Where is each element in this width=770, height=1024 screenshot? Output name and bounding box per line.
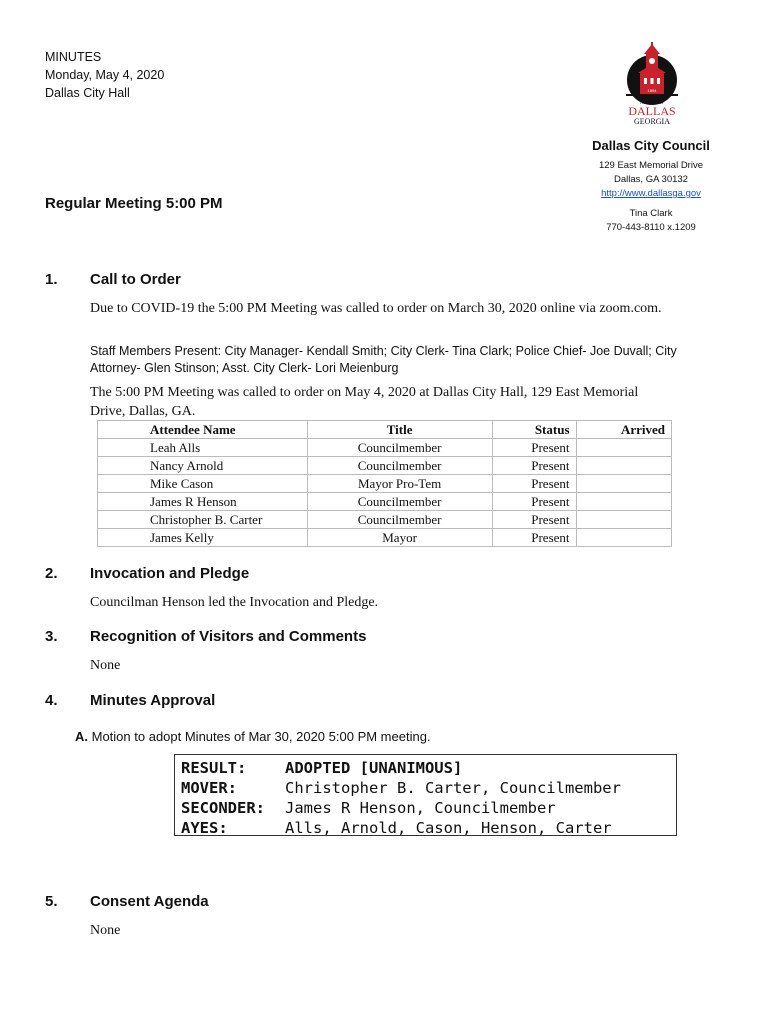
attendee-title: Councilmember xyxy=(307,439,492,457)
section-1-title: Call to Order xyxy=(90,271,181,288)
meeting-location: Dallas City Hall xyxy=(45,86,130,100)
table-row xyxy=(98,439,672,457)
ayes-value: Alls, Arnold, Cason, Henson, Carter xyxy=(285,819,612,837)
seconder-label: SECONDER: xyxy=(181,799,265,817)
attendee-status: Present xyxy=(492,511,576,529)
ayes-label: AYES: xyxy=(181,819,228,837)
result-row xyxy=(181,758,670,778)
attendee-title: Councilmember xyxy=(307,493,492,511)
seconder-row xyxy=(181,798,670,818)
city-logo xyxy=(613,42,691,126)
section-2-text: Councilman Henson led the Invocation and Pledge. xyxy=(90,595,379,610)
motion-text: Motion to adopt Minutes of Mar 30, 2020 5:00 PM meeting. xyxy=(91,729,431,744)
attendance-header-row xyxy=(98,421,672,439)
attendee-status: Present xyxy=(492,475,576,493)
attendee-name: Leah Alls xyxy=(98,439,308,457)
attendee-title: Councilmember xyxy=(307,511,492,529)
svg-text:DALLAS: DALLAS xyxy=(628,104,676,118)
council-info xyxy=(585,138,717,235)
attendee-status: Present xyxy=(492,439,576,457)
attendee-title: Councilmember xyxy=(307,457,492,475)
document-header xyxy=(45,48,164,102)
attendee-status: Present xyxy=(492,457,576,475)
section-4-number: 4. xyxy=(45,692,58,709)
table-row xyxy=(98,457,672,475)
section-4-title: Minutes Approval xyxy=(90,692,216,709)
attendee-arrived xyxy=(576,457,671,475)
motion-result-box xyxy=(174,754,677,836)
col-attendee-name: Attendee Name xyxy=(98,421,308,439)
col-title: Title xyxy=(307,421,492,439)
section-5-text: None xyxy=(90,923,121,938)
attendee-status: Present xyxy=(492,529,576,547)
section-1-number: 1. xyxy=(45,271,58,288)
table-row xyxy=(98,511,672,529)
contact-name: Tina Clark xyxy=(629,208,673,219)
attendee-name: Mike Cason xyxy=(98,475,308,493)
result-label: RESULT: xyxy=(181,759,247,777)
section-3-title: Recognition of Visitors and Comments xyxy=(90,628,367,645)
attendee-arrived xyxy=(576,493,671,511)
section-5-title: Consent Agenda xyxy=(90,893,209,910)
table-row xyxy=(98,475,672,493)
attendee-arrived xyxy=(576,475,671,493)
section-2-title: Invocation and Pledge xyxy=(90,565,250,582)
col-arrived: Arrived xyxy=(576,421,671,439)
mover-row xyxy=(181,778,670,798)
section-5-number: 5. xyxy=(45,893,58,910)
section-2-number: 2. xyxy=(45,565,58,582)
section-3-text: None xyxy=(90,658,121,673)
attendee-status: Present xyxy=(492,493,576,511)
mover-value: Christopher B. Carter, Councilmember xyxy=(285,779,621,797)
council-website-link[interactable]: http://www.dallasga.gov xyxy=(601,188,701,199)
attendee-name: Christopher B. Carter xyxy=(98,511,308,529)
council-name: Dallas City Council xyxy=(592,138,710,153)
mover-label: MOVER: xyxy=(181,779,237,797)
ayes-row xyxy=(181,818,670,838)
attendee-title: Mayor xyxy=(307,529,492,547)
attendee-arrived xyxy=(576,511,671,529)
council-address-1: 129 East Memorial Drive xyxy=(598,160,703,171)
contact-phone: 770-443-8110 x.1209 xyxy=(606,222,696,233)
seconder-value: James R Henson, Councilmember xyxy=(285,799,556,817)
section-3-number: 3. xyxy=(45,628,58,645)
staff-present: Staff Members Present: City Manager- Kendall Smith; City Clerk- Tina Clark; Police Chief- Joe Duvall; City Attorney- Glen Stinson; Asst. City Clerk- Lori Meienburg xyxy=(90,344,677,375)
attendee-arrived xyxy=(576,529,671,547)
result-value: ADOPTED [UNANIMOUS] xyxy=(285,759,463,777)
council-address-2: Dallas, GA 30132 xyxy=(614,174,688,185)
motion-letter: A. xyxy=(75,729,88,744)
attendance-table xyxy=(97,420,672,547)
attendee-arrived xyxy=(576,439,671,457)
svg-text:1854: 1854 xyxy=(647,88,657,93)
city-hall-logo-icon xyxy=(613,42,691,126)
meeting-date: Monday, May 4, 2020 xyxy=(45,68,165,82)
table-row xyxy=(98,529,672,547)
col-status: Status xyxy=(492,421,576,439)
attendee-name: Nancy Arnold xyxy=(98,457,308,475)
section-1-paragraph-1: Due to COVID-19 the 5:00 PM Meeting was called to order on March 30, 2020 online via zoom.com. xyxy=(90,301,662,316)
svg-text:GEORGIA: GEORGIA xyxy=(634,117,670,126)
attendee-title: Mayor Pro-Tem xyxy=(307,475,492,493)
table-row xyxy=(98,493,672,511)
attendee-name: James Kelly xyxy=(98,529,308,547)
motion-line xyxy=(75,729,431,744)
doc-type: MINUTES xyxy=(45,50,102,64)
svg-text:THE CITY OF: THE CITY OF xyxy=(639,100,665,105)
meeting-title: Regular Meeting 5:00 PM xyxy=(45,195,223,212)
attendee-name: James R Henson xyxy=(98,493,308,511)
section-1-paragraph-2: The 5:00 PM Meeting was called to order on May 4, 2020 at Dallas City Hall, 129 East Memorial Drive, Dallas, GA. xyxy=(90,385,639,419)
